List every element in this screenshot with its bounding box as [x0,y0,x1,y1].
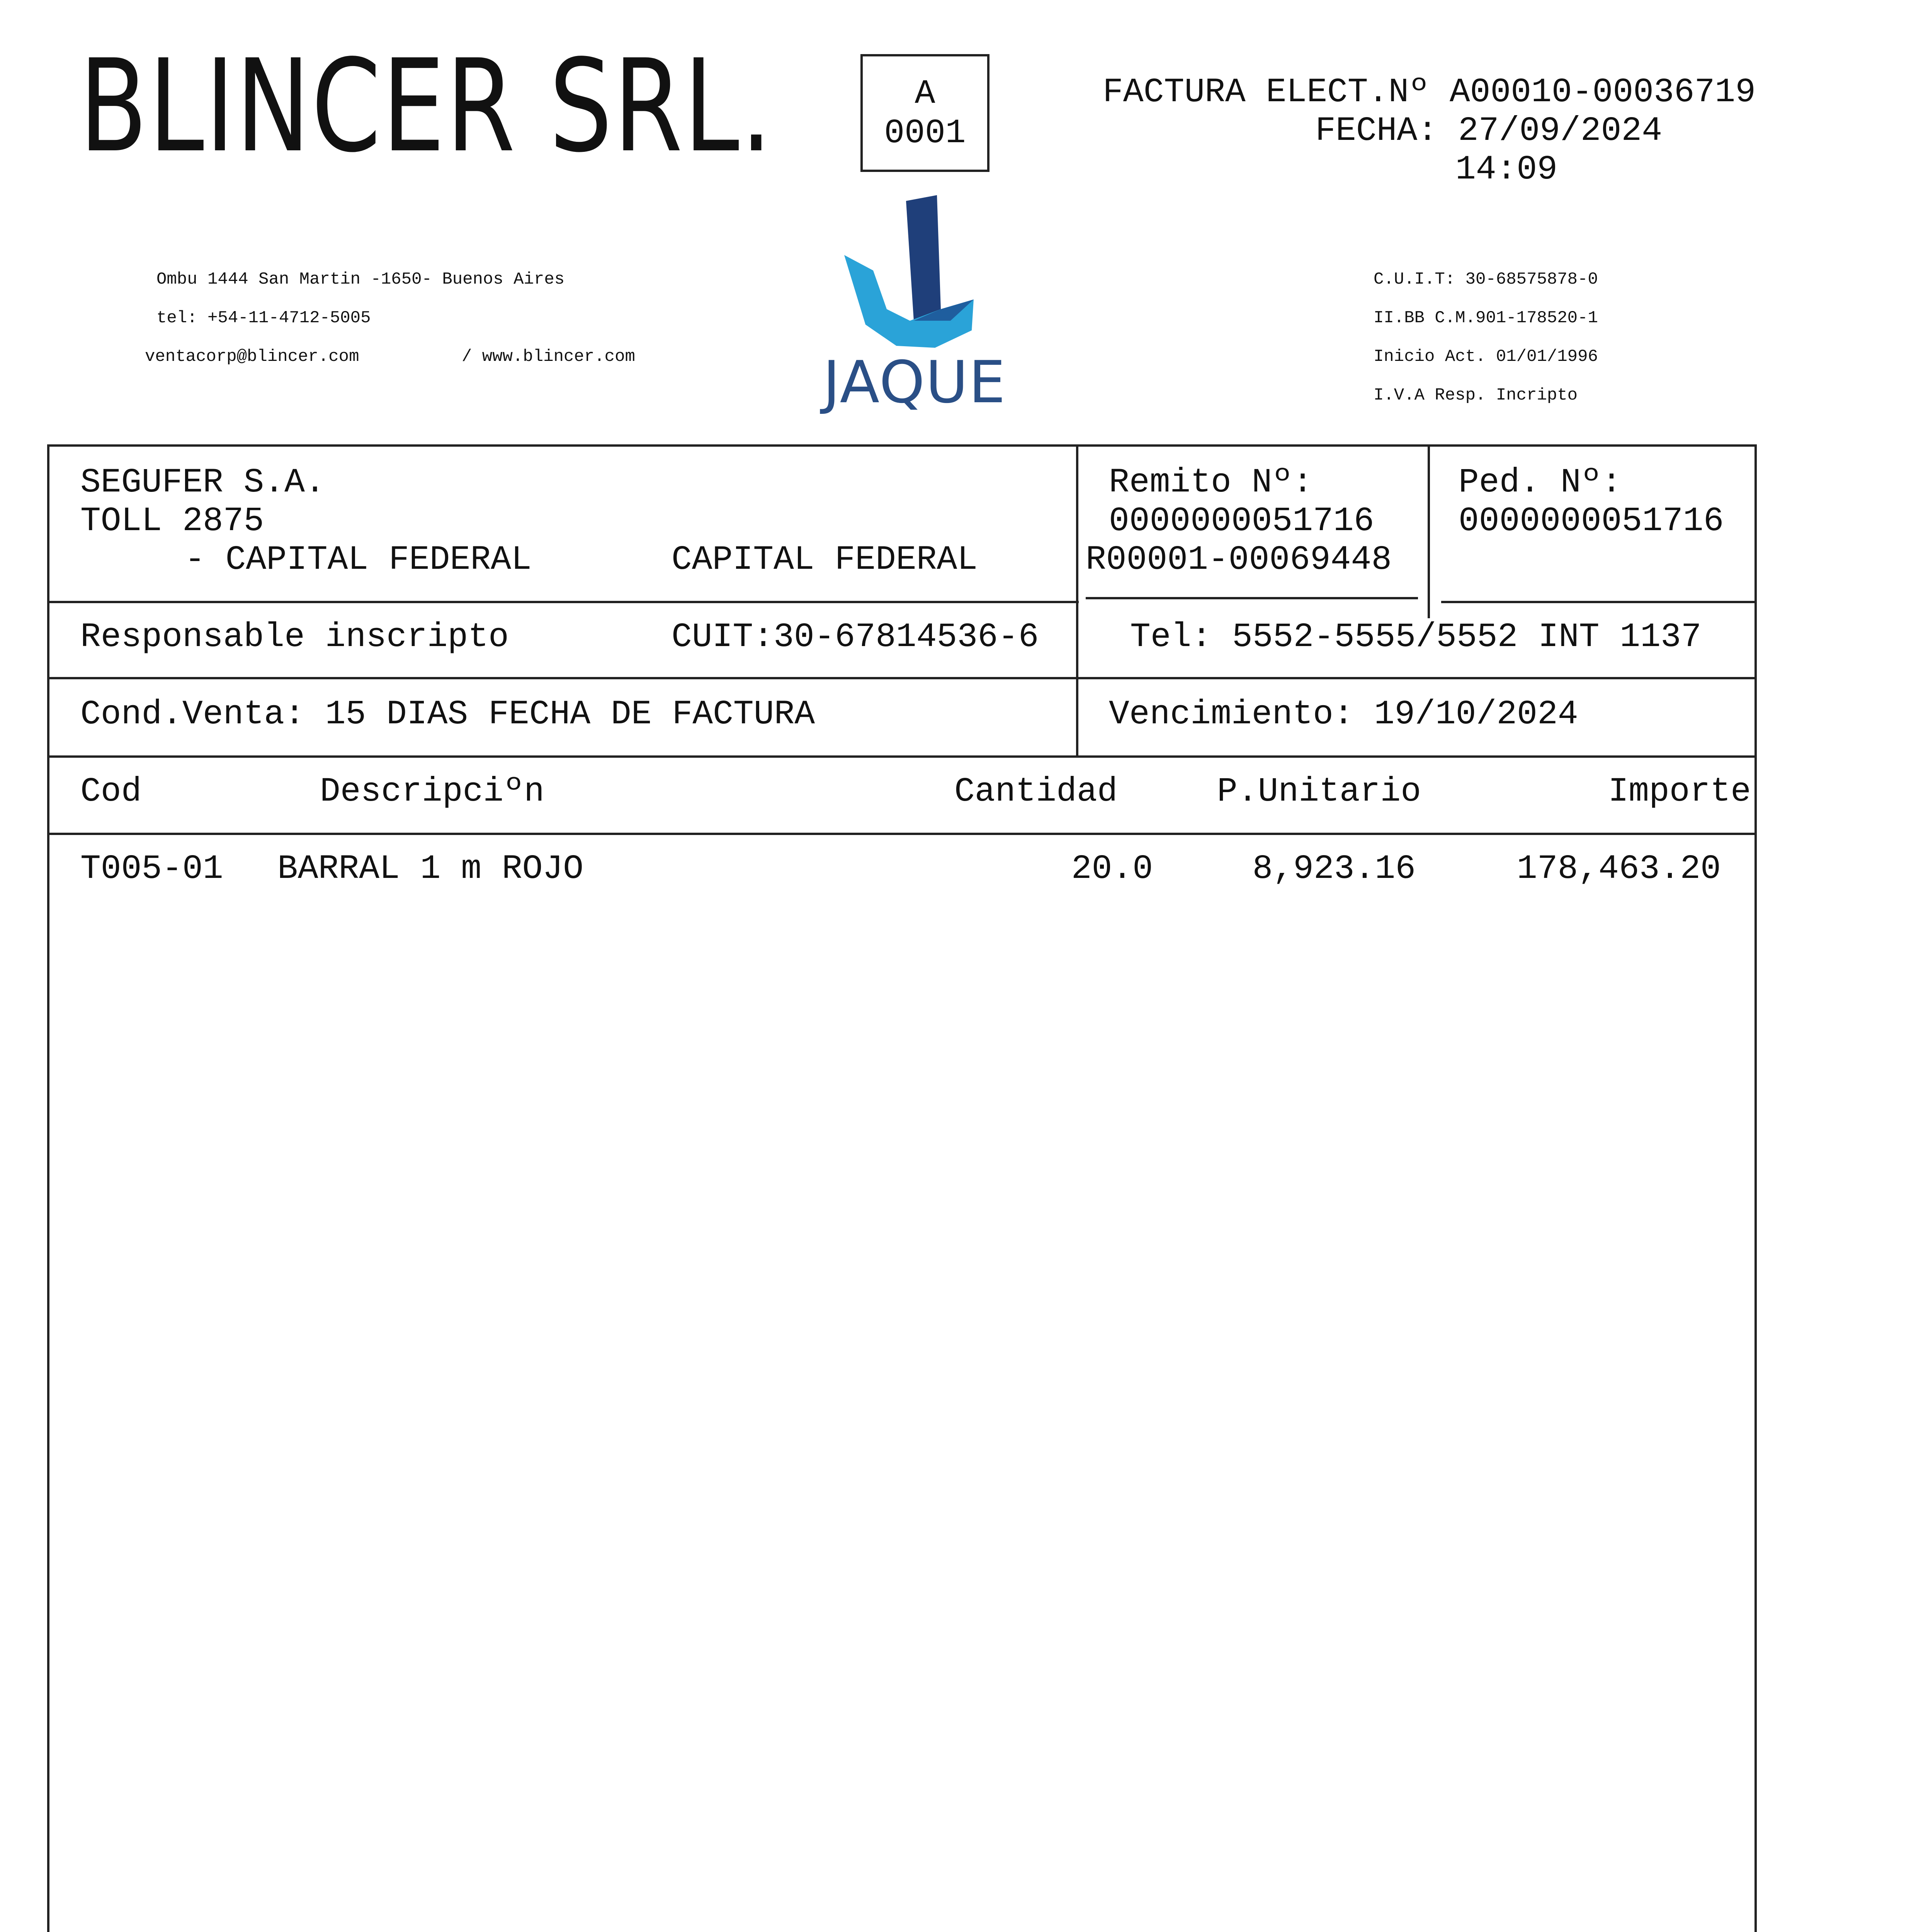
items-header-unit: P.Unitario [1217,773,1421,811]
item-amount: 178,463.20 [1516,850,1721,888]
remito-pedido-divider [1428,444,1430,618]
items-header-qty: Cantidad [954,773,1118,811]
company-iibb: II.BB C.M.901-178520-1 [1374,308,1598,328]
company-name: BLINCER SRL. [79,32,774,180]
remito-ref: R00001-00069448 [1086,541,1392,579]
client-name: SEGUFER S.A. [80,464,325,502]
items-header-amount: Importe [1608,773,1751,811]
company-email: ventacorp@blincer.com [145,347,359,366]
items-header-cod: Cod [80,773,142,811]
sale-condition: Cond.Venta: 15 DIAS FECHA DE FACTURA [80,696,815,734]
company-web: / www.blincer.com [462,347,635,366]
frame-right-line [1754,444,1757,1932]
row3-bottom-line [47,755,1757,758]
item-qty: 20.0 [1071,850,1153,888]
client-tel: Tel: 5552-5555/5552 INT 1137 [1130,618,1702,656]
jaque-logo-mark [819,193,1005,355]
company-iva: I.V.A Resp. Incripto [1374,386,1578,405]
frame-top-line [47,444,1757,447]
pedido-number: 0000000051716 [1459,502,1724,541]
item-cod: T005-01 [80,850,223,888]
remito-label: Remito Nº: [1109,464,1313,502]
company-tel: tel: +54-11-4712-5005 [156,308,371,328]
client-province: CAPITAL FEDERAL [672,541,978,579]
remito-bottom-line [1086,597,1418,599]
client-iva-condition: Responsable inscripto [80,618,509,656]
jaque-logo [819,193,1005,417]
item-desc: BARRAL 1 m ROJO [277,850,584,888]
item-unit-price: 8,923.16 [1252,850,1416,888]
pedido-bottom-line [1441,601,1757,603]
row2-bottom-line [47,677,1757,679]
remito-number: 0000000051716 [1109,502,1374,541]
client-bottom-line [47,601,1079,603]
doc-type-letter: A [915,75,935,113]
invoice-date: FECHA: 27/09/2024 [1315,112,1662,150]
company-cuit: C.U.I.T: 30-68575878-0 [1374,270,1598,289]
frame-left-line [47,444,49,1932]
client-cuit: CUIT:30-67814536-6 [672,618,1039,656]
items-header-bottom-line [47,833,1757,835]
client-locality: - CAPITAL FEDERAL [185,541,532,579]
invoice-number: FACTURA ELECT.Nº A00010-00036719 [1103,73,1756,112]
pedido-label: Ped. Nº: [1459,464,1622,502]
client-street: TOLL 2875 [80,502,264,541]
items-header-desc: Descripciºn [320,773,544,811]
doc-type-box [860,54,989,172]
sale-due-date: Vencimiento: 19/10/2024 [1109,696,1578,734]
doc-type-code: 0001 [884,114,966,153]
invoice-time: 14:09 [1455,151,1557,189]
company-inicio: Inicio Act. 01/01/1996 [1374,347,1598,366]
jaque-logo-text: JAQUE [823,349,1006,416]
company-address: Ombu 1444 San Martin -1650- Buenos Aires [156,270,565,289]
